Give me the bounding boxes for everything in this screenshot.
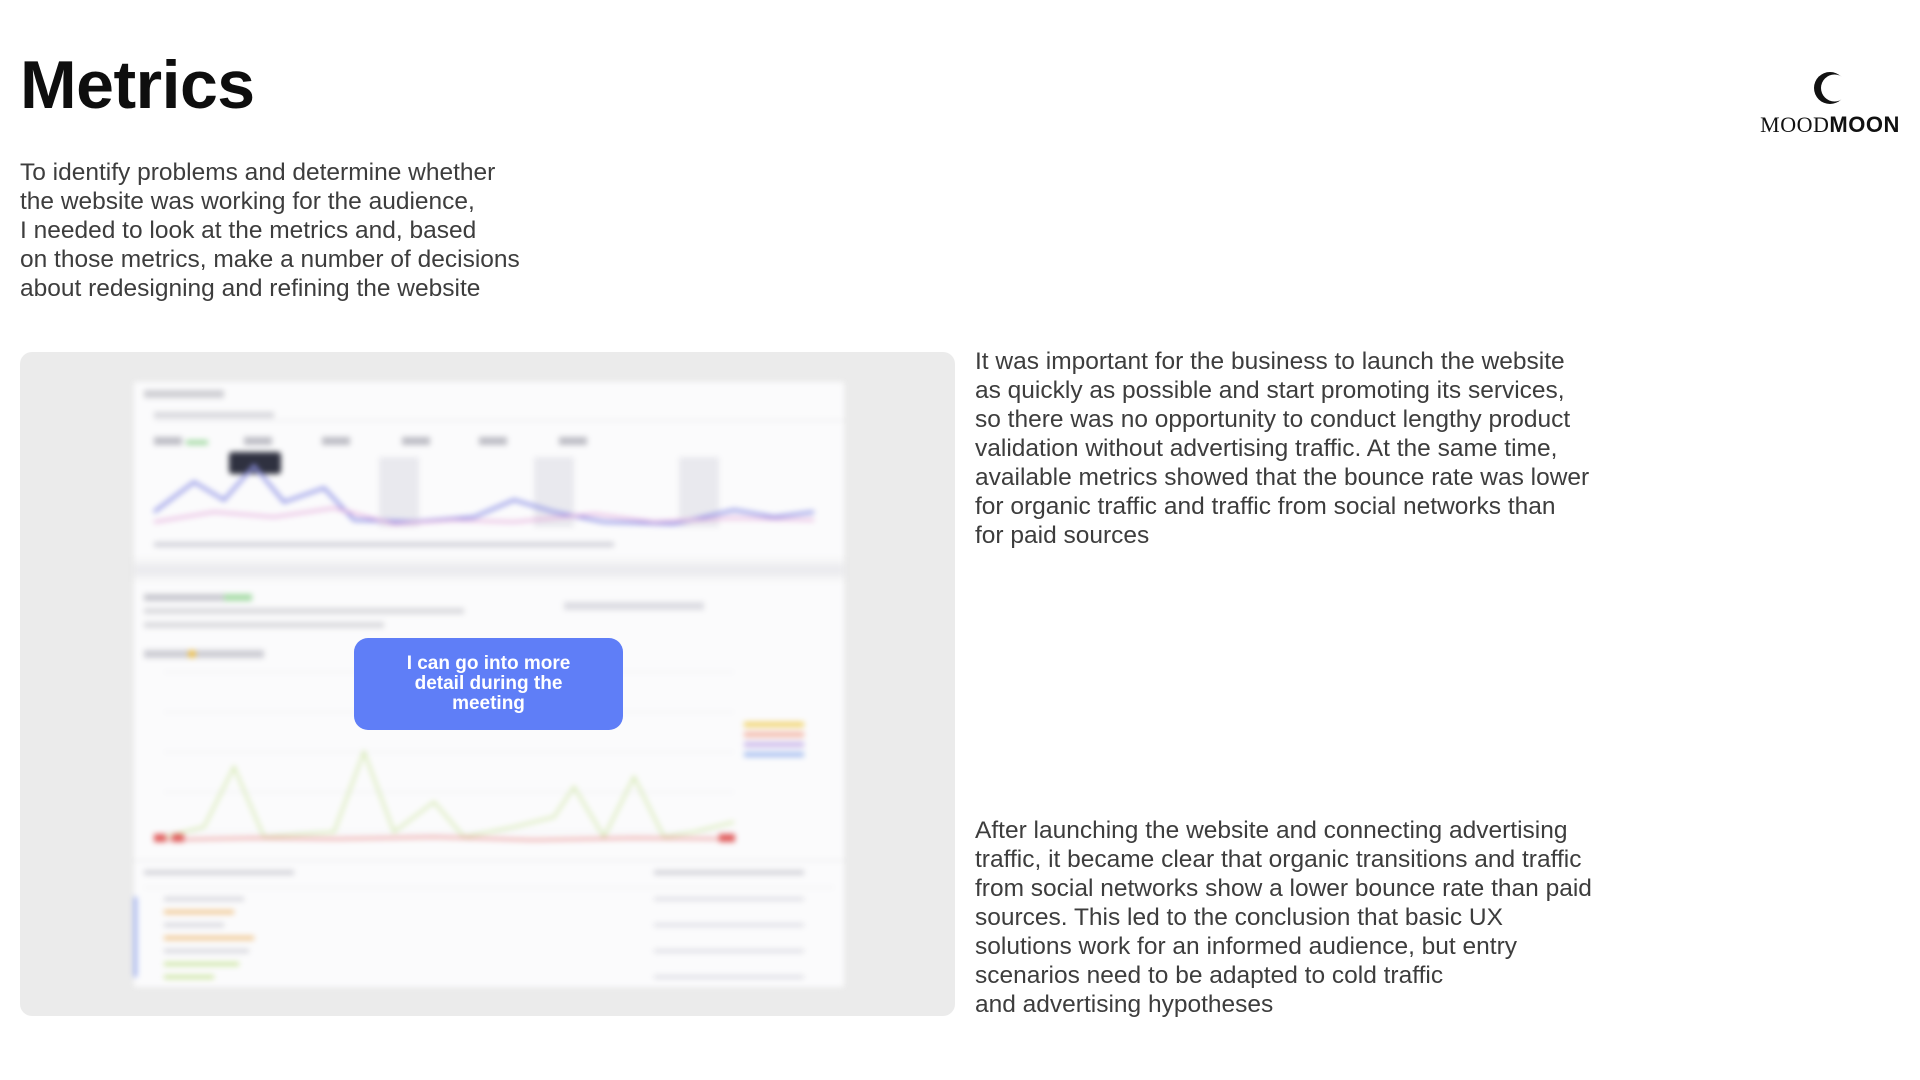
crescent-moon-icon <box>1806 68 1854 108</box>
paragraph-launch-context: It was important for the business to launch the website as quickly as possible and start promoting its services, so there was no opportunity to conduct lengthy product validation without advertising traffic. At the same time, available metrics showed that the bounce rate was lower for organic traffic and traffic from social networks than for paid sources <box>975 348 1590 549</box>
brand-word-light: MOOD <box>1760 112 1830 137</box>
more-detail-button[interactable]: I can go into more detail during the meeting <box>354 638 623 730</box>
intro-text: To identify problems and determine whether the website was working for the audience, I needed to look at the metrics and, based on those metrics, make a number of decisions about redesigning and refining the website <box>20 159 520 302</box>
page-title: Metrics <box>20 47 255 123</box>
brand-logo <box>1750 68 1910 140</box>
brand-word-bold: MOON <box>1829 112 1900 137</box>
brand-wordmark <box>1760 112 1900 138</box>
analytics-preview-panel <box>20 352 955 1016</box>
paragraph-conclusion: After launching the website and connecting advertising traffic, it became clear that organic transitions and traffic from social networks show a lower bounce rate than paid sources. This led to the conclusion that basic UX solutions work for an informed audience, but entry scenarios need to be adapted to cold traffic and advertising hypotheses <box>975 817 1592 1018</box>
